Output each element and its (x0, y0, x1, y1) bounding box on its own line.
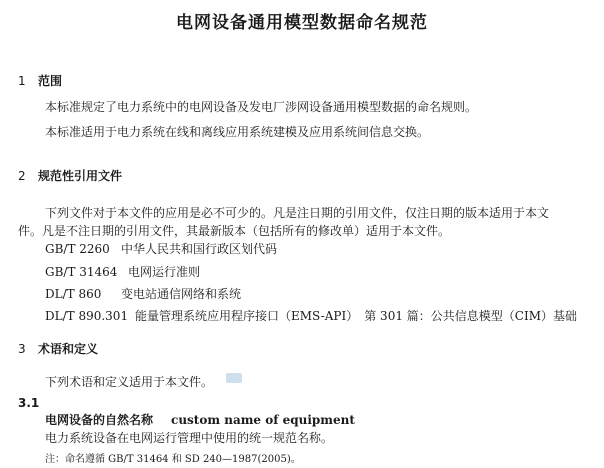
scope-paragraph-2: 本标准适用于电力系统在线和离线应用系统建模及应用系统间信息交换。 (45, 125, 430, 139)
section-number: 3 (18, 342, 26, 356)
reference-title: 电网运行准则 (128, 265, 201, 279)
section-title: 规范性引用文件 (38, 169, 123, 183)
term-definition: 电力系统设备在电网运行管理中使用的统一规范名称。 (45, 431, 334, 445)
section-heading-normative (18, 167, 122, 184)
section-number: 1 (18, 74, 26, 88)
reference-item (45, 307, 577, 324)
term-name-en: custom name of equipment (171, 413, 355, 427)
term-number: 3.1 (18, 396, 40, 410)
document-title: 电网设备通用模型数据命名规范 (176, 13, 428, 33)
section-number: 2 (18, 169, 26, 183)
section-heading-terms (18, 340, 98, 357)
terms-intro: 下列术语和定义适用于本文件。 (45, 375, 214, 389)
normative-intro-line-1: 下列文件对于本文件的应用是必不可少的。凡是注日期的引用文件，仅注日期的版本适用于本文 (45, 206, 550, 220)
term-name-zh: 电网设备的自然名称 (45, 413, 154, 427)
section-title: 术语和定义 (38, 342, 99, 356)
reference-title: 变电站通信网络和系统 (121, 287, 242, 301)
reference-code: GB/T 2260 (45, 242, 110, 256)
reference-title: 中华人民共和国行政区划代码 (121, 242, 278, 256)
reference-title: 能量管理系统应用程序接口（EMS-API） 第 301 篇：公共信息模型（CIM）基础 (135, 309, 577, 323)
watermark-mark (226, 373, 242, 383)
reference-code: DL/T 860 (45, 287, 102, 301)
reference-item (45, 285, 241, 302)
normative-intro-line-2: 件。凡是不注日期的引用文件，其最新版本（包括所有的修改单）适用于本文件。 (18, 224, 451, 238)
term-note: 注：命名遵循 GB/T 31464 和 SD 240—1987(2005)。 (45, 454, 301, 465)
reference-item (45, 263, 200, 280)
reference-code: GB/T 31464 (45, 265, 118, 279)
term-heading (45, 411, 355, 428)
reference-item (45, 240, 277, 257)
section-heading-scope (18, 72, 62, 89)
reference-code: DL/T 890.301 (45, 309, 129, 323)
section-title: 范围 (38, 74, 63, 88)
scope-paragraph-1: 本标准规定了电力系统中的电网设备及发电厂涉网设备通用模型数据的命名规则。 (45, 100, 478, 114)
